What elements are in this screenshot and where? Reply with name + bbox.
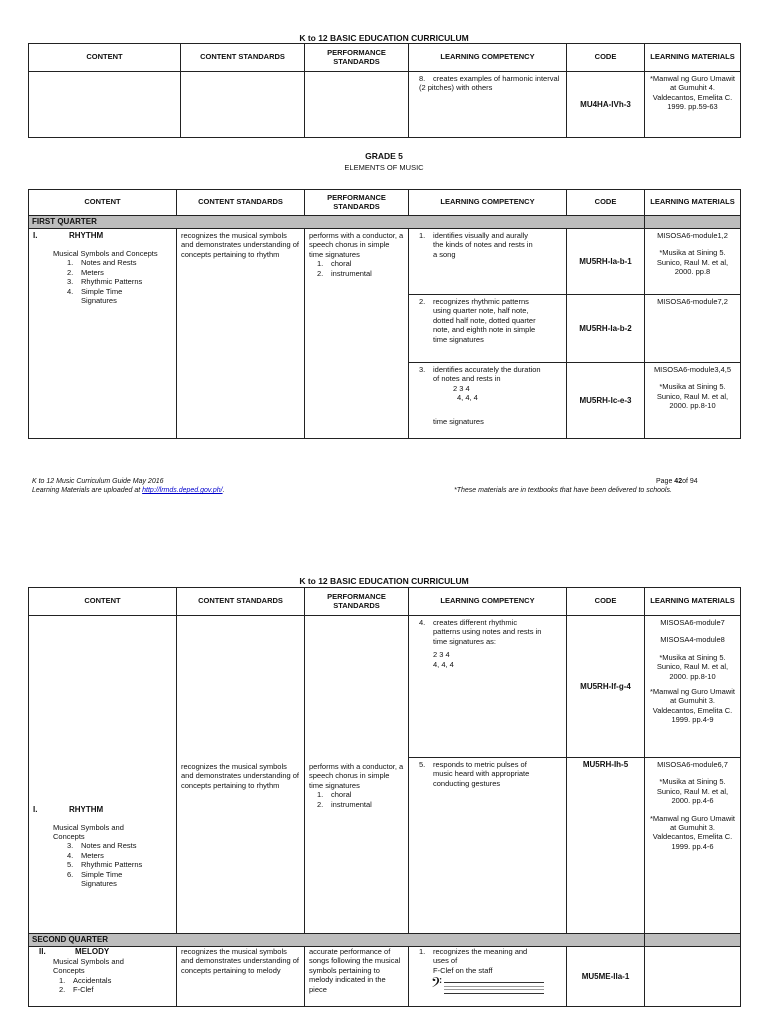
melody-code-cell: MU5ME-IIa-1 <box>567 947 645 1007</box>
time-signature-bottom: 4, 4, 4 <box>457 393 478 403</box>
content-item: 6. Simple Time Signatures <box>67 869 123 888</box>
melody-content-cell <box>29 947 177 1007</box>
melody-content-standard-cell: recognizes the musical symbols and demonstrates understanding of concepts pertaining to melody <box>177 947 305 1007</box>
f-clef-staff <box>413 975 562 994</box>
materials-cell: MISOSA6-module7,2 <box>645 295 741 363</box>
competency-cell: 5. responds to metric pulses of music heard with appropriate conducting gestures <box>409 758 567 934</box>
header-content-standards: CONTENT STANDARDS <box>177 588 305 616</box>
header-learning-competency: LEARNING COMPETENCY <box>409 190 567 216</box>
competency-cell <box>409 72 567 138</box>
code-cell: MU4HA-IVh-3 <box>567 72 645 138</box>
quarter-label: SECOND QUARTER <box>29 934 645 947</box>
content-heading: I. RHYTHM <box>33 804 104 814</box>
performance-item: 1. choral <box>317 790 352 800</box>
header-learning-materials: LEARNING MATERIALS <box>645 588 741 616</box>
materials-cell: MISOSA6-module6,7 *Musika at Sining 5. Sunico, Raul M. et al, 2000. pp.4-6 *Manwal ng Guro Umawit at Gumuhit 3. Valdecantos, Emelita C. 1999. pp.4-6 <box>645 758 741 934</box>
competency-tail: time signatures <box>433 416 484 426</box>
content-cell <box>29 229 177 439</box>
code-cell: MU5RH-Ia-b-2 <box>567 295 645 363</box>
content-intro: Musical Symbols and Concepts <box>53 822 124 842</box>
melody-competency-tail: F-Clef on the staff <box>433 965 493 975</box>
header-code: CODE <box>567 588 645 616</box>
time-signature-top: 2 3 4 <box>453 383 470 393</box>
competency-number: 8. <box>419 74 426 83</box>
f-clef-icon: 𝄢 <box>431 975 442 996</box>
header-learning-competency: LEARNING COMPETENCY <box>409 44 567 72</box>
content-standard-cell: recognizes the musical symbols and demonstrates understanding of concepts pertaining to rhythm <box>177 616 305 934</box>
page1-title: K to 12 BASIC EDUCATION CURRICULUM <box>299 33 469 43</box>
performance-item: 2. instrumental <box>317 268 372 278</box>
empty-cell <box>181 72 305 138</box>
content-heading: I. RHYTHM <box>33 231 104 240</box>
empty-cell <box>29 72 181 138</box>
performance-text: performs with a conductor, a speech chorus in simple time signatures <box>309 231 404 259</box>
performance-standard-cell <box>305 229 409 439</box>
footer-page-number: Page 42of 94 <box>656 478 698 485</box>
section-subtitle: ELEMENTS OF MUSIC <box>344 163 424 172</box>
content-item: 1. Notes and Rests <box>67 258 137 268</box>
content-item: 2. Meters <box>67 267 104 277</box>
quarter-label-fill <box>645 216 741 229</box>
header-code: CODE <box>567 44 645 72</box>
quarter-label: FIRST QUARTER <box>29 216 645 229</box>
materials-cell: MISOSA6-module1,2 *Musika at Sining 5. Sunico, Raul M. et al, 2000. pp.8 <box>645 229 741 295</box>
melody-materials-cell <box>645 947 741 1007</box>
content-intro: Musical Symbols and Concepts <box>53 249 158 258</box>
code-cell: MU5RH-Ih-5 <box>567 758 645 934</box>
header-content-standards: CONTENT STANDARDS <box>181 44 305 72</box>
header-content: CONTENT <box>29 190 177 216</box>
empty-cell <box>305 72 409 138</box>
content-item: 4. Meters <box>67 850 104 860</box>
content-item: 5. Rhythmic Patterns <box>67 860 143 870</box>
content-item: 4. Simple Time Signatures <box>67 286 123 305</box>
footer-guide: K to 12 Music Curriculum Guide May 2016 <box>32 478 164 485</box>
header-learning-materials: LEARNING MATERIALS <box>645 190 741 216</box>
content-item: 3. Notes and Rests <box>67 841 137 851</box>
code-cell: MU5RH-If-g-4 <box>567 616 645 758</box>
performance-item: 2. instrumental <box>317 799 372 809</box>
competency-cell: 3. identifies accurately the duration of notes and rests in 2 3 4 4, 4, 4 time signatures <box>409 363 567 439</box>
footer-note: *These materials are in textbooks that have been delivered to schools. <box>454 487 672 494</box>
competency-cell: 4. creates different rhythmic patterns using notes and rests in time signatures as: 2 3 4 4, 4, 4 <box>409 616 567 758</box>
header-content-standards: CONTENT STANDARDS <box>177 190 305 216</box>
competency-cell: 2. recognizes rhythmic patterns using quarter note, half note, dotted half note, dotted quarter note, and eighth note in simple time signatures <box>409 295 567 363</box>
header-content: CONTENT <box>29 44 181 72</box>
code-cell: MU5RH-Ic-e-3 <box>567 363 645 439</box>
competency-text: creates examples of harmonic interval (2 pitches) with others <box>419 74 560 93</box>
competency-cell: 1. identifies visually and aurally the kinds of notes and rests in a song <box>409 229 567 295</box>
header-performance-standards: PERFORMANCE STANDARDS <box>305 588 409 616</box>
page2-title: K to 12 BASIC EDUCATION CURRICULUM <box>299 576 469 586</box>
header-code: CODE <box>567 190 645 216</box>
page2-table <box>28 587 741 1007</box>
melody-heading: II. MELODY <box>39 947 110 956</box>
materials-cell: *Manwal ng Guro Umawit at Gumuhit 4. Valdecantos, Emelita C. 1999. pp.59-63 <box>645 72 741 138</box>
page1-grade5-table <box>28 189 741 439</box>
staff-lines <box>444 982 544 994</box>
header-content: CONTENT <box>29 588 177 616</box>
performance-standard-cell <box>305 616 409 934</box>
footer-uploaded: Learning Materials are uploaded at http://lrmds.deped.gov.ph/. <box>32 487 225 494</box>
code-cell: MU5RH-Ia-b-1 <box>567 229 645 295</box>
time-signature-bottom: 4, 4, 4 <box>433 659 454 669</box>
materials-cell: MISOSA6-module3,4,5 *Musika at Sining 5. Sunico, Raul M. et al, 2000. pp.8-10 <box>645 363 741 439</box>
melody-competency-cell: 1. recognizes the meaning and uses of F-Clef on the staff 𝄢 <box>409 947 567 1007</box>
time-signature-top: 2 3 4 <box>433 650 450 660</box>
content-item: 3. Rhythmic Patterns <box>67 277 143 287</box>
performance-text: performs with a conductor, a speech chorus in simple time signatures <box>309 762 404 790</box>
content-cell <box>29 616 177 934</box>
melody-item: 1. Accidentals <box>59 975 112 985</box>
page1-top-table <box>28 43 741 138</box>
lrmds-link[interactable]: http://lrmds.deped.gov.ph/ <box>142 487 223 494</box>
grade-title: GRADE 5 <box>365 151 403 161</box>
header-performance-standards: PERFORMANCE STANDARDS <box>305 190 409 216</box>
content-standard-cell: recognizes the musical symbols and demonstrates understanding of concepts pertaining to rhythm <box>177 229 305 439</box>
quarter-label-fill <box>645 934 741 947</box>
header-performance-standards: PERFORMANCE STANDARDS <box>305 44 409 72</box>
materials-cell: MISOSA6-module7 MISOSA4-module8 *Musika at Sining 5. Sunico, Raul M. et al, 2000. pp.8-10 *Manwal ng Guro Umawit at Gumuhit 3. Valdecantos, Emelita C. 1999. pp.4-9 <box>645 616 741 758</box>
melody-item: 2. F-Clef <box>59 985 94 995</box>
melody-performance-cell: accurate performance of songs following the musical symbols pertaining to melody indicated in the piece <box>305 947 409 1007</box>
header-learning-materials: LEARNING MATERIALS <box>645 44 741 72</box>
performance-item: 1. choral <box>317 259 352 269</box>
melody-intro: Musical Symbols and Concepts <box>53 957 124 976</box>
header-learning-competency: LEARNING COMPETENCY <box>409 588 567 616</box>
